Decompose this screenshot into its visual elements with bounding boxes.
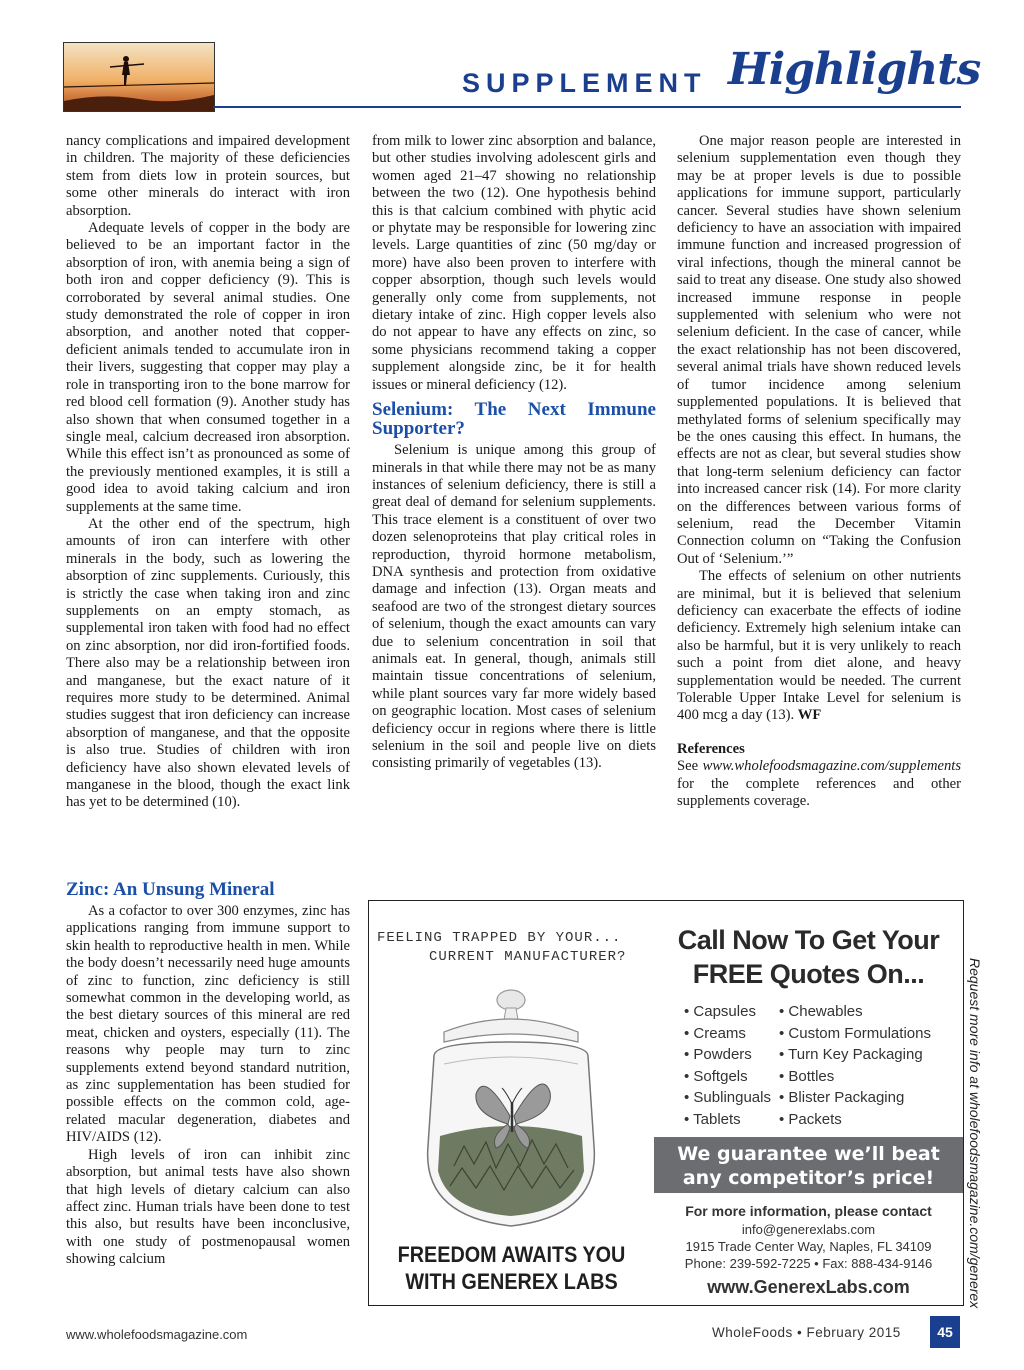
references-text: [677, 758, 961, 810]
section-script-title: Highlights: [728, 44, 981, 95]
service-item: • Bottles: [779, 1067, 835, 1085]
ad-headline-line-2: FREE Quotes On...: [692, 959, 925, 989]
paragraph: High levels of iron can inhibit zinc absorption, but animal tests have also shown that high levels of dietary calcium can also affect zinc. Human trials have been done to test this also, but results have been inconclusive, with one study of postmenopausal women showing calcium: [66, 1146, 350, 1268]
service-item: • Chewables: [779, 1003, 863, 1020]
service-item: • Powders: [684, 1046, 752, 1063]
generex-advertisement[interactable]: [368, 900, 964, 1306]
services-list-left: [684, 1001, 771, 1130]
paragraph: [677, 568, 961, 725]
ad-image-panel: [369, 901, 654, 1305]
ad-slogan-line-1: FREEDOM AWAITS YOU: [397, 1242, 626, 1267]
service-item: • Capsules: [684, 1003, 756, 1020]
service-item: • Packets: [779, 1110, 842, 1128]
column-2: [372, 133, 656, 773]
service-item: • Tablets: [684, 1110, 741, 1128]
ad-headline-line-1: Call Now To Get Your: [677, 925, 940, 955]
selenium-heading: Selenium: The Next Immune Supporter?: [372, 399, 656, 440]
footer-magazine-issue: WholeFoods • February 2015: [712, 1325, 901, 1340]
contact-phone-fax: Phone: 239-592-7225 • Fax: 888-434-9146: [684, 1256, 933, 1271]
paragraph: Adequate levels of copper in the body are believed to be an important factor in the absorption of iron, with anemia being a sign of both iron and copper deficiency (9). This is corroborated by several animal studies. One study demonstrated the role of copper in iron absorption, and another noted that copper-deficient animals tended to accumulate iron in their livers, suggesting that copper may play a role in transporting iron to the bone marrow for red blood cell formation (9). Another study has also shown that when consumed together in a single meal, calcium decreased iron absorption. While this effect isn’t as pronounced as some of the previously mentioned examples, it is still a good idea to avoid taking calcium and iron supplements at the same time.: [66, 220, 350, 515]
ad-headline: [654, 923, 963, 991]
ad-slogan-line-2: WITH GENEREX LABS: [405, 1269, 618, 1294]
contact-title: For more information, please contact: [685, 1203, 932, 1219]
ad-tagline: [377, 929, 626, 967]
contact-block: [654, 1201, 963, 1300]
ad-info-panel: [654, 901, 963, 1305]
service-item: • Blister Packaging: [779, 1089, 905, 1106]
paragraph: As a cofactor to over 300 enzymes, zinc has applications ranging from immune support to skin health to reproductive health in men. While the body doesn’t necessarily need huge amounts of zinc to function, zinc deficiency is still somewhat common in the developing world, as the best dietary sources of this mineral are red meat, chicken and oysters, especially (11). The reasons why people may turn to zinc supplements extend beyond standard nutrition, as zinc supplementation has been studied for possible effects on the common cold, age-related macular degeneration, diabetes and HIV/AIDS (12).: [66, 903, 350, 1146]
paragraph-text: The effects of selenium on other nutrients are minimal, but it is believed that selenium deficiency can exacerbate the effects of iodine deficiency. Extremely high selenium intake can also be harmful, but it is very unlikely to reach such a point from diet alone, and heavy supplementation would be needed. The current Tolerable Upper Intake Level for selenium is 400 mcg a day (13).: [677, 568, 961, 724]
tightrope-walker-photo: [64, 43, 214, 111]
paragraph: nancy complications and impaired development in children. The majority of these deficiencies stem from diets low in protein sources, but some other minerals do interact with iron absorption.: [66, 133, 350, 219]
contact-email[interactable]: info@generexlabs.com: [741, 1222, 876, 1237]
butterfly-jar-illustration: [404, 976, 619, 1236]
ad-tagline-line-2: CURRENT MANUFACTURER?: [429, 949, 627, 965]
paragraph: One major reason people are interested in selenium supplementation even though they may be at proper levels is due to possible applications for immune support, particularly cancer. Several studies have shown selenium deficiency to have an association with impaired immune function and increased progression of viral infections, though the mineral cannot be said to treat any disease. One study also showed increased immune response in people supplemented with selenium who were not selenium deficient. In the case of cancer, while the exact relationship has not been discovered, several animal trials have shown reduced levels of tumor incidence among selenium supplemented populations. It is believed that methylated forms of selenium specifically may be the ones causing this effect. In humans, the effects are not as clear, but several studies show that long-term selenium deficiency can factor into increased cancer risk (14). For more clarity on the differences between various forms of selenium, read the December Vitamin Connection column on “Taking the Confusion Out of ‘Selenium.’”: [677, 133, 961, 567]
contact-website[interactable]: www.GenerexLabs.com: [707, 1277, 910, 1297]
service-item: • Custom Formulations: [779, 1024, 931, 1042]
request-info-text[interactable]: Request more info at wholefoodsmagazine.com/generex: [967, 958, 983, 1309]
column-1: [66, 133, 350, 812]
end-mark: WF: [797, 707, 822, 724]
guarantee-line-1: We guarantee we’ll beat: [677, 1143, 940, 1165]
request-info-note: [963, 958, 987, 1309]
service-item: • Turn Key Packaging: [779, 1046, 923, 1063]
paragraph: At the other end of the spectrum, high amounts of iron can interfere with other minerals in the body, such as lowering the absorption of zinc supplements. Curiously, this is strictly the case when taking iron and zinc supplements on an empty stomach, as supplemental iron taken with food had no effect on zinc absorption, nor did iron-fortified foods. There also may be a relationship between iron and manganese, but the exact nature of it requires more study to be determined. Animal studies suggest that iron deficiency can increase absorption of manganese, and that the opposite is also true. Studies of children with iron deficiency have also shown elevated levels of manganese in the blood, though the exact link has yet to be determined (10).: [66, 515, 350, 811]
references-prefix: See: [677, 758, 699, 775]
references-title: References: [677, 740, 745, 757]
paragraph: from milk to lower zinc absorption and balance, but other studies involving adolescent girls and women aged 21–47 showing no relationship between the two (12). One hypothesis behind this is that calcium combined with phytic acid or phytate may be responsible for lowering zinc levels. Large quantities of zinc (50 mg/day or more) have also been proven to interfere with copper absorption, though such levels would generally only come from supplements, not dietary intake of zinc. High copper levels also do not appear to have any effects on zinc, so some physicians recommend taking a copper supplement alongside zinc, be it for health issues or mineral deficiency (12).: [372, 133, 656, 393]
references-suffix: for the complete references and other supplements coverage.: [677, 775, 961, 810]
guarantee-banner: [654, 1137, 963, 1193]
contact-address: 1915 Trade Center Way, Naples, FL 34109: [685, 1239, 932, 1254]
section-title: SUPPLEMENT: [462, 68, 707, 98]
service-item: • Softgels: [684, 1067, 748, 1085]
footer-url[interactable]: www.wholefoodsmagazine.com: [66, 1327, 248, 1342]
service-item: • Creams: [684, 1024, 746, 1042]
services-list-right: [779, 1001, 931, 1130]
service-item: • Sublinguals: [684, 1089, 771, 1106]
ad-slogan: [392, 1241, 631, 1295]
guarantee-line-2: any competitor’s price!: [682, 1167, 935, 1189]
column-3: [677, 133, 961, 810]
header-rule: [213, 106, 961, 108]
page-number: 45: [930, 1316, 960, 1348]
zinc-heading: Zinc: An Unsung Mineral: [66, 879, 275, 900]
paragraph: Selenium is unique among this group of minerals in that while there may not be as many instances of selenium deficiency, there is still a great deal of demand for selenium supplements. This trace element is a constituent of over two dozen selenoproteins that play critical roles in reproduction, thyroid hormone metabolism, DNA synthesis and protection from oxidative damage and infection (13). Organ meats and seafood are two of the strongest dietary sources of selenium, though the exact amounts can vary due to selenium concentration in soil that animals eat. In general, though, animals still maintain tissue concentrations of selenium, while plant sources vary far more widely based on geographic location. Most cases of selenium deficiency occur in regions where there is little selenium in the soil and people live on diets consisting primarily of vegetables (13).: [372, 442, 656, 772]
zinc-section: [66, 880, 350, 1269]
header-photo: [63, 42, 215, 112]
references-link[interactable]: www.wholefoodsmagazine.com/supplements: [702, 758, 961, 775]
ad-tagline-line-1: FEELING TRAPPED BY YOUR...: [377, 930, 622, 946]
